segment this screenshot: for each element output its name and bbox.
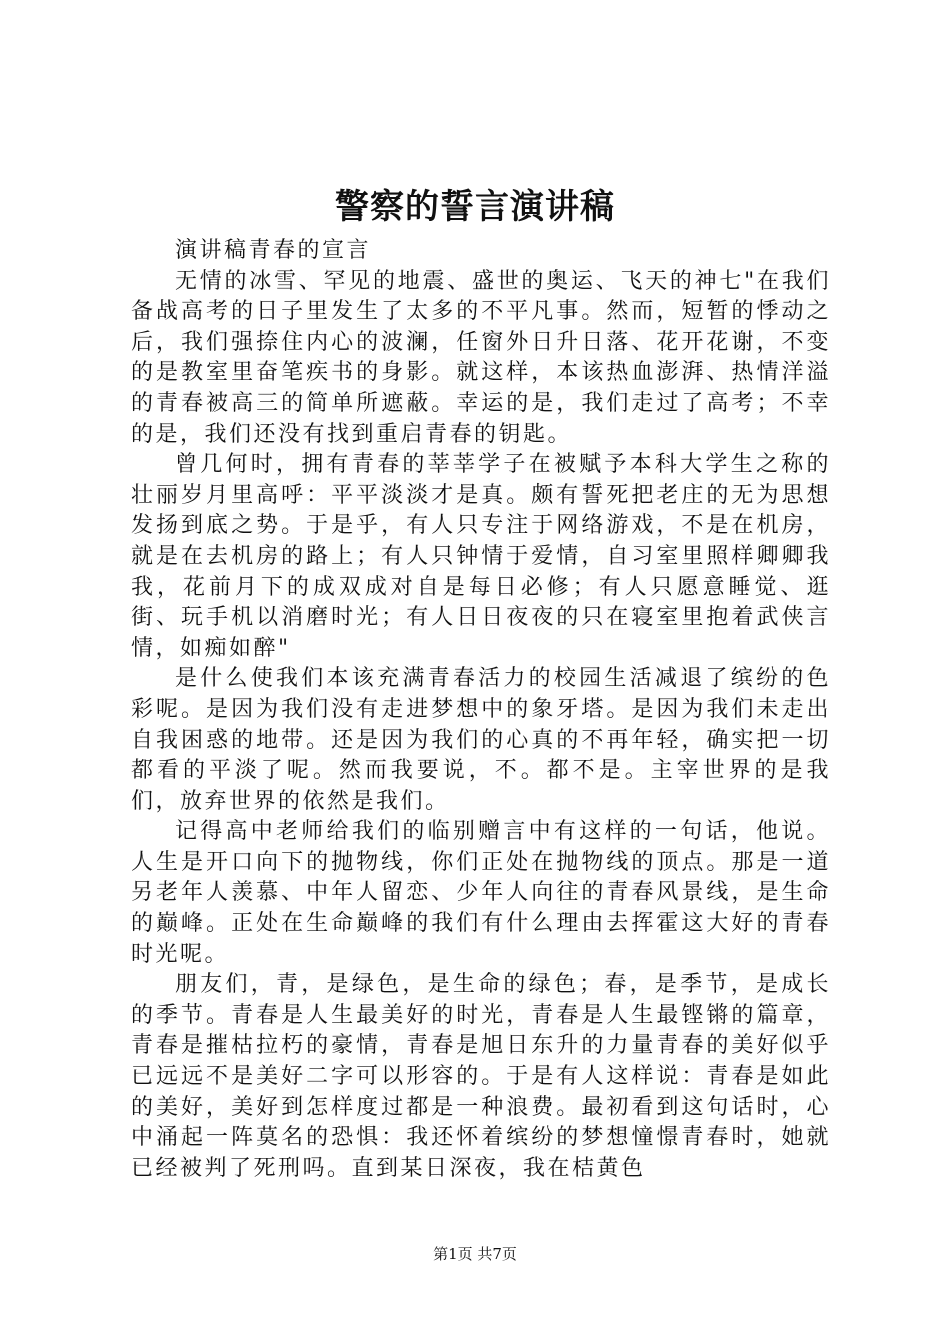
- document-body: [131, 236, 831, 1184]
- paragraph: 朋友们，青，是绿色，是生命的绿色；春，是季节，是成长的季节。青春是人生最美好的时光，青春是人生最铿锵的篇章，青春是摧枯拉朽的豪情，青春是旭日东升的力量青春的美好似乎已远远不是美好二字可以形容的。于是有人这样说：青春是如此的美好，美好到怎样度过都是一种浪费。最初看到这句话时，心中涌起一阵莫名的恐惧：我还怀着缤纷的梦想憧憬青春时，她就已经被判了死刑吗。直到某日深夜，我在桔黄色: [131, 972, 831, 1181]
- paragraph-subtitle: 演讲稿青春的宣言: [175, 238, 372, 263]
- page-total: 共7页: [477, 1245, 517, 1263]
- paragraph: 是什么使我们本该充满青春活力的校园生活减退了缤纷的色彩呢。是因为我们没有走进梦想中的象牙塔。是因为我们未走出自我困惑的地带。还是因为我们的心真的不再年轻，确实把一切都看的平淡了呢。然而我要说，不。都不是。主宰世界的是我们，放弃世界的依然是我们。: [131, 666, 831, 814]
- document-title: 警察的誓言演讲稿: [335, 187, 615, 227]
- page-number: 第1页: [433, 1245, 473, 1263]
- paragraph: 无情的冰雪、罕见的地震、盛世的奥运、飞天的神七"在我们备战高考的日子里发生了太多的不平凡事。然而，短暂的悸动之后，我们强捺住内心的波澜，任窗外日升日落、花开花谢，不变的是教室里奋笔疾书的身影。就这样，本该热血澎湃、热情洋溢的青春被高三的简单所遮蔽。幸运的是，我们走过了高考；不幸的是，我们还没有找到重启青春的钥匙。: [131, 268, 831, 447]
- page-footer: [0, 1243, 950, 1265]
- paragraph: 曾几何时，拥有青春的莘莘学子在被赋予本科大学生之称的壮丽岁月里高呼：平平淡淡才是真。颇有誓死把老庄的无为思想发扬到底之势。于是乎，有人只专注于网络游戏，不是在机房，就是在去机房的路上；有人只钟情于爱情，自习室里照样卿卿我我，花前月下的成双成对自是每日必修；有人只愿意睡觉、逛街、玩手机以消磨时光；有人日日夜夜的只在寝室里抱着武侠言情，如痴如醉": [131, 452, 831, 661]
- paragraph: 记得高中老师给我们的临别赠言中有这样的一句话，他说。人生是开口向下的抛物线，你们正处在抛物线的顶点。那是一道另老年人羡慕、中年人留恋、少年人向往的青春风景线，是生命的巅峰。正处在生命巅峰的我们有什么理由去挥霍这大好的青春时光呢。: [131, 819, 831, 967]
